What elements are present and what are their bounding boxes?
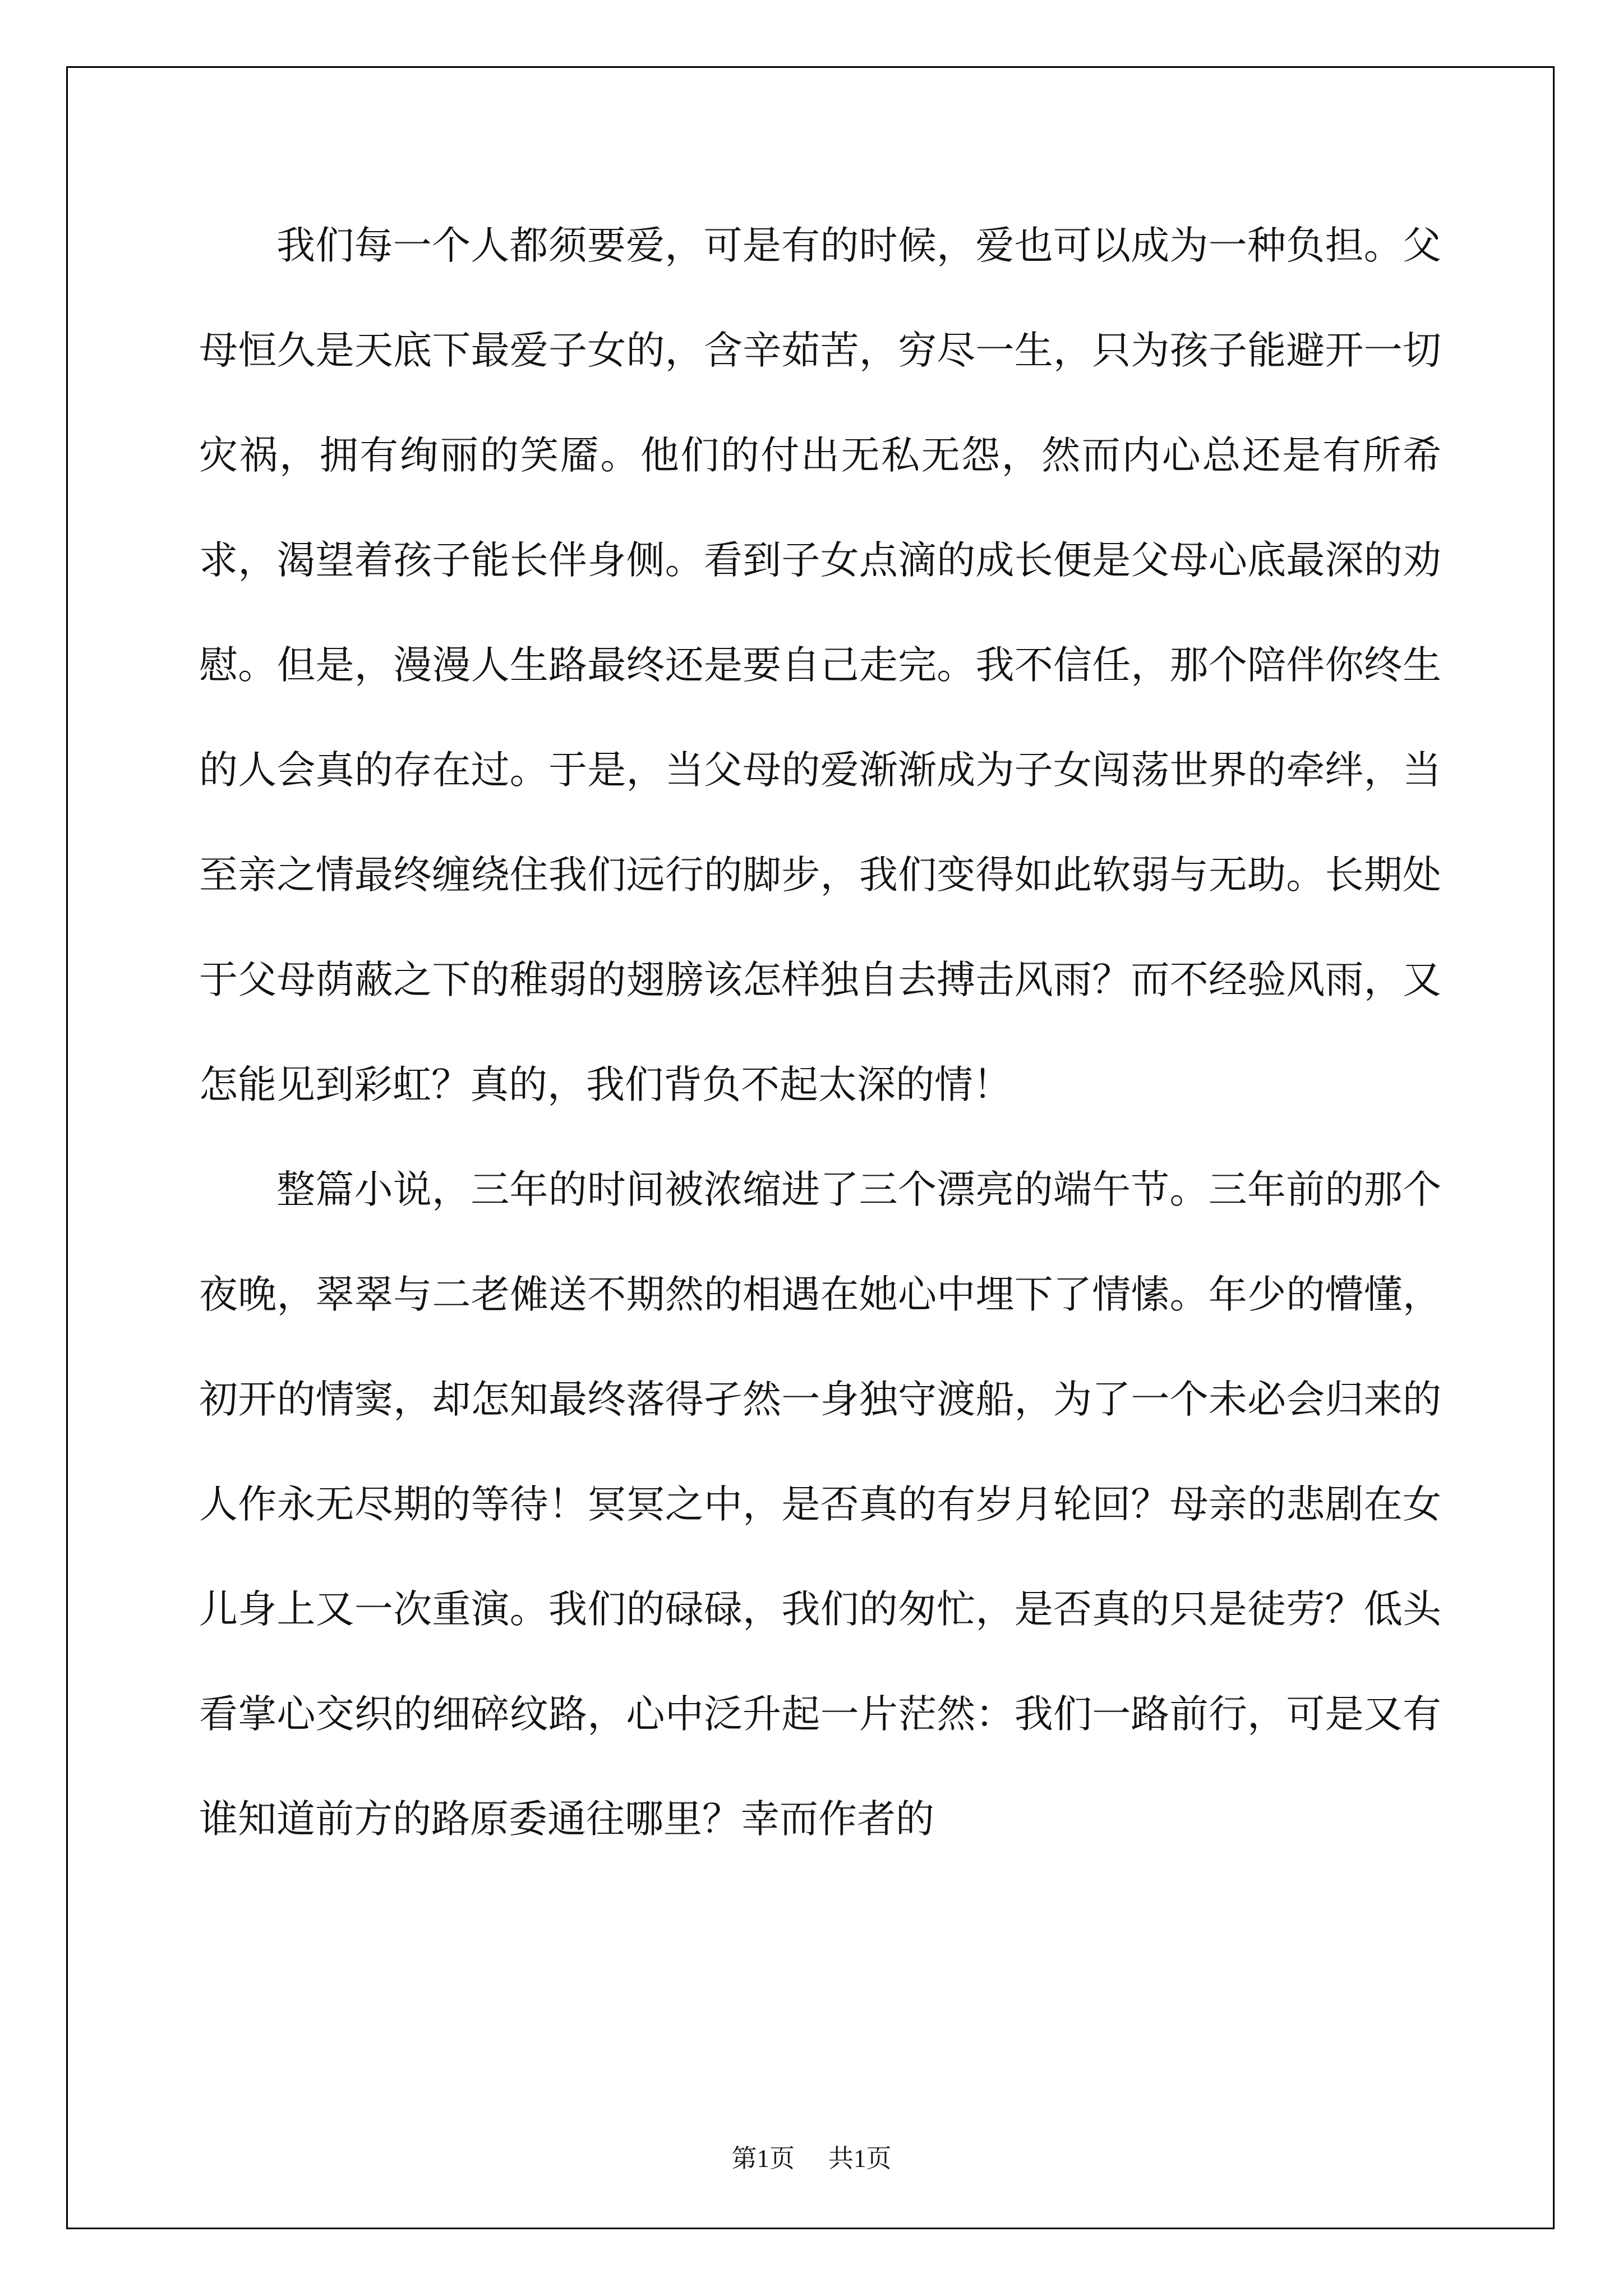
page-total: 共1页 [828,2145,892,2173]
paragraph-2: 整篇小说，三年的时间被浓缩进了三个漂亮的端午节。三年前的那个夜晚，翠翠与二老傩送不期然的相遇在她心中埋下了情愫。年少的懵懂，初开的情窦，却怎知最终落得孑然一身独守渡船，为了一个未必会归来的人作永无尽期的等待！冥冥之中，是否真的有岁月轮回？母亲的悲剧在女儿身上又一次重演。我们的碌碌，我们的匆忙，是否真的只是徒劳？低头看掌心交织的细碎纹路，心中泛升起一片茫然：我们一路前行，可是又有谁知道前方的路原委通往哪里？幸而作者的 [199,1167,1441,1842]
page-footer [0,2142,1623,2175]
page-number: 第1页 [731,2145,795,2173]
document-body [199,194,1441,1872]
paragraph-1: 我们每一个人都须要爱，可是有的时候，爱也可以成为一种负担。父母恒久是天底下最爱子女的，含辛茹苦，穷尽一生，只为孩子能避开一切灾祸，拥有绚丽的笑靥。他们的付出无私无怨，然而内心总还是有所希求，渴望着孩子能长伴身侧。看到子女点滴的成长便是父母心底最深的劝慰。但是，漫漫人生路最终还是要自己走完。我不信任，那个陪伴你终生的人会真的存在过。于是，当父母的爱渐渐成为子女闯荡世界的牵绊，当至亲之情最终缠绕住我们远行的脚步，我们变得如此软弱与无助。长期处于父母荫蔽之下的稚弱的翅膀该怎样独自去搏击风雨？而不经验风雨，又怎能见到彩虹？真的，我们背负不起太深的情！ [199,223,1441,1107]
